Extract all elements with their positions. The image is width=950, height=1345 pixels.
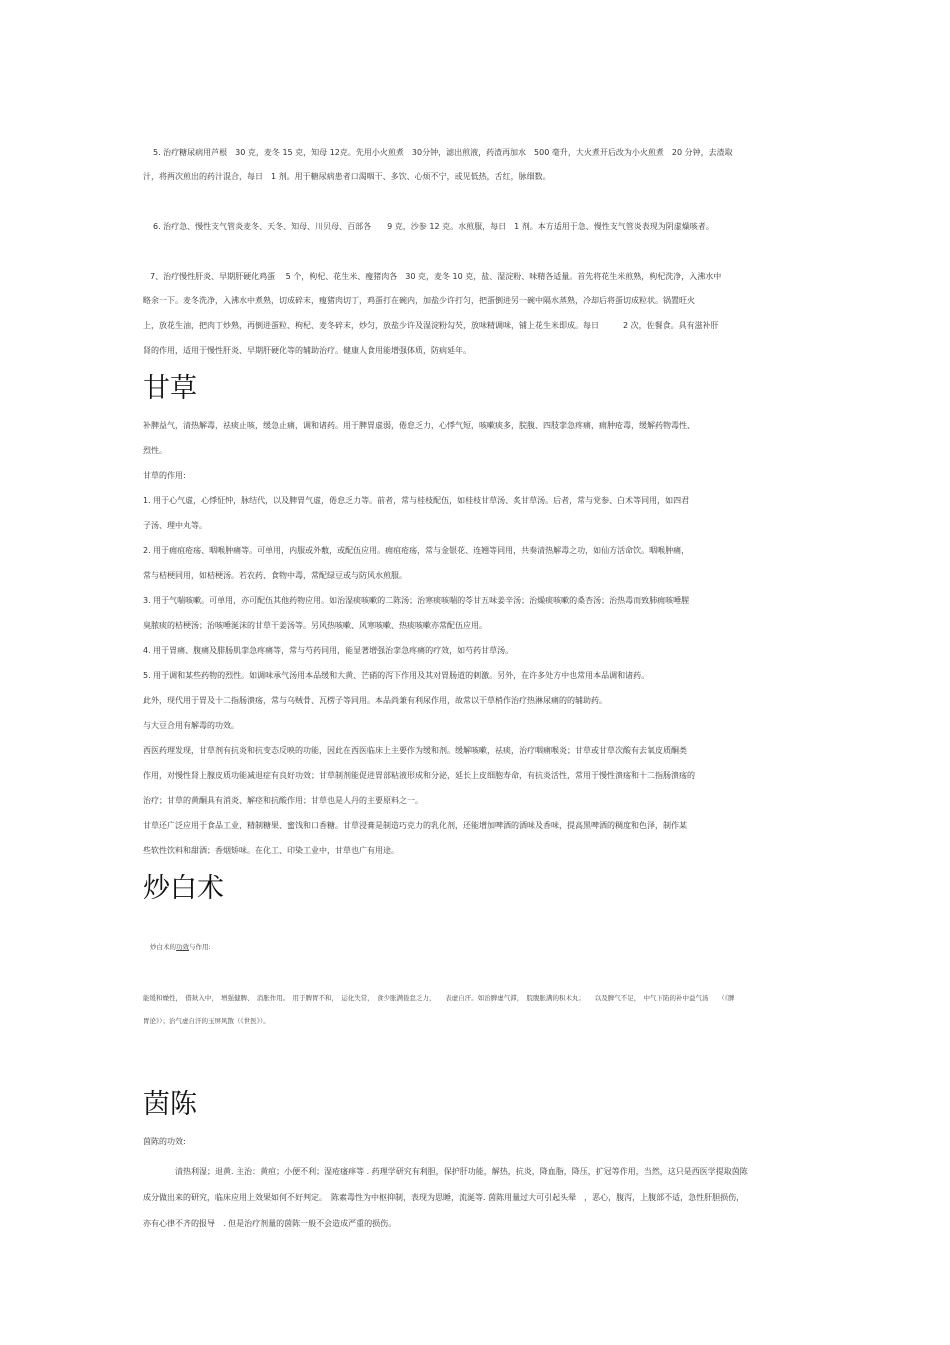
gancao-body-14: 甘草还广泛应用于食品工业，精制糖果、蜜饯和口香糖。甘草浸膏是制造巧克力的乳化剂，还能增加啤酒的酒味及香味，提高黑啤酒的稠度和色泽，制作某: [143, 821, 687, 830]
yinchen-body-3: 亦有心律不齐的报导 . 但是治疗剂量的茵陈一般不会造成严重的损伤。: [143, 1219, 397, 1228]
gancao-body-15: 些软性饮料和甜酒；香烟矫味。在化工、印染工业中，甘草也广有用途。: [143, 846, 399, 855]
heading-gancao: 甘草: [143, 373, 197, 404]
p5-line-1: 5. 治疗糖尿病用芦根 30 克，麦冬 15 克，知母 12克。先用小火煎煮 30分钟，滤出煎液，药渣再加水 500 毫升，大火煮开后改为小火煎煮 20 分钟，去渣取: [153, 148, 733, 157]
heading-chaobaizhu: 炒白术: [143, 873, 224, 904]
p6-line-1: 6. 治疗急、慢性支气管炎麦冬、天冬、知母、川贝母、百部各 9 克，沙参 12 克。水煎服，每日 1 剂。本方适用于急、慢性支气管炎表现为阴虚燥咳者。: [153, 222, 714, 231]
gancao-body-8: 5. 用于调和某些药物的烈性。如调味承气汤用本品缓和大黄、芒硝的泻下作用及其对胃肠道的刺激。另外，在许多处方中也常用本品调和诸药。: [143, 671, 650, 680]
p5-line-2: 汁，将两次煎出的药汁混合，每日 1 剂。用于糖尿病患者口渴咽干、多饮、心烦不宁，或见低热，舌红，脉细数。: [143, 172, 551, 181]
gancao-body-12: 作用，对慢性肾上腺皮质功能减退症有良好功效；甘草制剂能促进胃部粘液形成和分泌，延长上皮细胞寿命，有抗炎活性，常用于慢性溃疡和十二指肠溃疡的: [143, 771, 695, 780]
gancao-body-10: 与大豆合用有解毒的功效。: [143, 721, 239, 730]
gancao-subtitle: 甘草的作用:: [143, 471, 186, 480]
gancao-body-11: 西医药理发现，甘草剂有抗炎和抗变态反映的功能，因此在西医临床上主要作为缓和剂。缓解咳嗽，祛痰，治疗咽痛喉炎；甘草或甘草次酸有去氧皮质酮类: [143, 746, 687, 755]
heading-yinchen: 茵陈: [143, 1089, 197, 1120]
gancao-body-6: 臭脓痰的桔梗汤；治咳唾涎沫的甘草干姜汤等。另风热咳嗽、风寒咳嗽、热痰咳嗽亦常配伍应用。: [143, 621, 487, 630]
yinchen-body-1: 清热利湿；退黄. 主治：黄疸；小便不利；湿疮瘙痒等 . 药理学研究有利胆，保护肝功能，解热，抗炎，降血脂，降压，扩冠等作用，当然，这只是西医学提取茵陈: [175, 1167, 748, 1176]
gancao-intro-2: 烈性。: [143, 446, 167, 455]
gancao-body-1: 1. 用于心气虚，心悸怔忡，脉结代，以及脾胃气虚，倦怠乏力等。前者，常与桂枝配伍，如桂枝甘草汤、炙甘草汤。后者，常与党参、白术等同用，如四君: [143, 496, 690, 505]
gancao-body-2: 子汤、理中丸等。: [143, 521, 207, 530]
gancao-body-9: 此外，现代用于胃及十二指肠溃疡，常与乌贼骨、瓦楞子等同用。本品尚兼有利尿作用，故常以干草梢作治疗热淋尿痛的的辅助药。: [143, 696, 607, 705]
yinchen-subtitle: 茵陈的功效:: [143, 1137, 186, 1146]
gancao-body-5: 3. 用于气喘咳嗽。可单用，亦可配伍其他药物应用。如治湿痰咳嗽的二陈汤；治寒痰咳喘的苓甘五味姜辛汤；治燥痰咳嗽的桑杏汤；治热毒而致肺痈咳唾腥: [143, 596, 690, 605]
p7-line-2: 略余一下。麦冬洗净，入沸水中煮熟，切成碎末，瘦猪肉切丁，鸡蛋打在碗内，加盐少许打匀，把蛋倒进另一碗中隔水蒸熟，冷却后将蛋切成粒状。锅置旺火: [143, 296, 695, 305]
chaobaizhu-body-2: 胃论》）；治气虚自汗的玉屏风散（《世医》）。: [143, 1017, 270, 1025]
p7-line-4: 肾的作用，适用于慢性肝炎、早期肝硬化等的辅助治疗。健康人食用能增强体质，防病延年。: [143, 346, 471, 355]
gancao-body-13: 治疗；甘草的黄酮具有消炎、解痉和抗酸作用；甘草也是人丹的主要原料之一。: [143, 796, 423, 805]
gancao-body-7: 4. 用于胃痛、腹痛及腓肠肌挛急疼痛等，常与芍药同用，能显著增强治挛急疼痛的疗效，如芍药甘草汤。: [143, 646, 514, 655]
gancao-body-4: 常与桔梗同用，如桔梗汤。若农药、食物中毒，常配绿豆或与防风水煎服。: [143, 571, 407, 580]
chaobaizhu-subtitle-post: 与作用:: [189, 943, 211, 951]
chaobaizhu-subtitle-pre: 炒白术的: [150, 943, 176, 951]
chaobaizhu-subtitle-mark: 功效: [176, 943, 189, 951]
chaobaizhu-body-1: 能缓和燥性， 借麸入中， 增强健脾、 消胀作用。 用于脾胃不和， 运化失常， 食少胀满倦怠乏力， 表虚自汗。如治脾虚气滞， 脘腹胀满的积术丸； 以及脾气不足， 中气下陷的补中益气汤 （《脾: [143, 994, 735, 1002]
yinchen-body-2: 成分做出来的研究，临床应用上效果如何不好判定。 陈素毒性为中枢抑制，表现为思睡，流涎等. 茵陈用量过大可引起头晕 ，恶心，腹泻，上腹部不适，急性肝胆损伤，: [143, 1193, 745, 1202]
chaobaizhu-subtitle: [150, 942, 211, 952]
gancao-intro-1: 补脾益气，清热解毒，祛痰止咳，缓急止痛，调和诸药。用于脾胃虚弱，倦怠乏力，心悸气短，咳嗽痰多，脘腹、四肢挛急疼痛，痈肿疮毒，缓解药物毒性、: [143, 421, 695, 430]
p7-line-1: 7、治疗慢性肝炎、早期肝硬化鸡蛋 5 个，枸杞、花生米、瘦猪肉各 30 克，麦冬 10 克，盐、湿淀粉、味精各适量。首先将花生米煎熟，枸杞洗净，入沸水中: [150, 272, 722, 281]
p7-line-3: 上，放花生油，把肉丁炒熟，再倒进蛋粒、枸杞、麦冬碎末，炒匀，放盐少许及湿淀粉勾芡，放味精调味，铺上花生米即成。每日 2 次，佐餐食。具有滋补肝: [143, 321, 719, 330]
gancao-body-3: 2. 用于痈疽疮疡、咽喉肿痛等。可单用，内服或外敷，或配伍应用。痈疽疮疡，常与金银花、连翘等同用，共奏清热解毒之功，如仙方活命饮。咽喉肿痛，: [143, 546, 690, 555]
